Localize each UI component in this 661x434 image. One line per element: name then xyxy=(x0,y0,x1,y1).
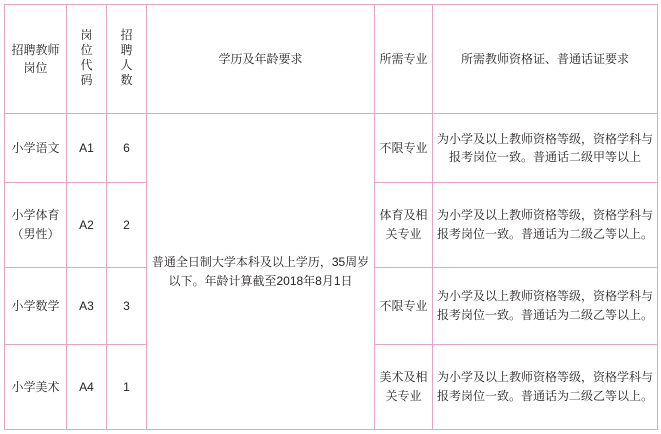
header-major: 所需专业 xyxy=(375,5,433,114)
cell-count: 1 xyxy=(107,344,147,429)
table-header-row xyxy=(5,5,658,114)
cell-certificate: 为小学及以上教师资格等级，资格学科与报考岗位一致。普通话为二级乙等以上。 xyxy=(433,268,658,345)
header-education: 学历及年龄要求 xyxy=(147,5,375,114)
cell-position: 小学数学 xyxy=(5,268,67,345)
header-code xyxy=(67,5,107,114)
cell-certificate: 为小学及以上教师资格等级，资格学科与报考岗位一致。普通话为二级乙等以上。 xyxy=(433,183,658,268)
cell-certificate: 为小学及以上教师资格等级，资格学科与报考岗位一致。普通话二级甲等以上 xyxy=(433,114,658,183)
cell-major: 美术及相关专业 xyxy=(375,344,433,429)
cell-education-requirement: 普通全日制大学本科及以上学历，35周岁以下。年龄计算截至2018年8月1日 xyxy=(147,114,375,430)
cell-position: 小学美术 xyxy=(5,344,67,429)
header-code-char-0: 岗 xyxy=(80,28,93,43)
cell-major: 体育及相关专业 xyxy=(375,183,433,268)
cell-position: 小学体育（男性） xyxy=(5,183,67,268)
header-count-vertical xyxy=(120,28,132,88)
header-code-char-3: 码 xyxy=(80,73,93,88)
cell-position: 小学语文 xyxy=(5,114,67,183)
cell-code: A3 xyxy=(67,268,107,345)
header-count-char-0: 招 xyxy=(120,28,133,43)
header-count-char-1: 聘 xyxy=(120,43,133,58)
header-count xyxy=(107,5,147,114)
cell-major: 不限专业 xyxy=(375,114,433,183)
cell-major: 不限专业 xyxy=(375,268,433,345)
cell-certificate: 为小学及以上教师资格等级，资格学科与报考岗位一致。普通话为二级乙等以上。 xyxy=(433,344,658,429)
header-code-char-2: 代 xyxy=(80,58,93,73)
cell-count: 2 xyxy=(107,183,147,268)
header-count-char-3: 数 xyxy=(120,73,133,88)
table-row xyxy=(5,114,658,183)
cell-code: A4 xyxy=(67,344,107,429)
header-certificate: 所需教师资格证、普通话证要求 xyxy=(433,5,658,114)
header-position: 招聘教师岗位 xyxy=(5,5,67,114)
header-count-char-2: 人 xyxy=(120,58,133,73)
cell-count: 6 xyxy=(107,114,147,183)
header-code-vertical xyxy=(80,28,92,88)
recruitment-table xyxy=(4,4,658,430)
cell-code: A2 xyxy=(67,183,107,268)
cell-code: A1 xyxy=(67,114,107,183)
cell-count: 3 xyxy=(107,268,147,345)
header-code-char-1: 位 xyxy=(80,43,93,58)
